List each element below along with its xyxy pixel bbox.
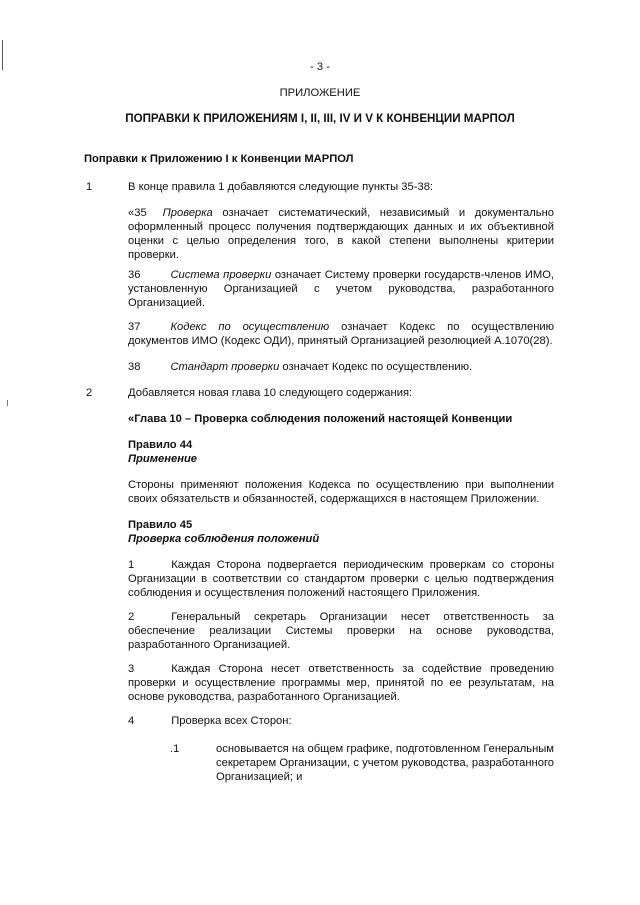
rule-45-label: Правило 45 xyxy=(128,519,193,531)
item-number: 1 xyxy=(86,181,93,193)
definition-text: означает Кодекс по осуществлению. xyxy=(282,361,473,373)
item-text: Добавляется новая глава 10 следующего содержания: xyxy=(128,387,413,399)
para-text: Каждая Сторона подвергается периодическим проверкам со стороны Организации в соответствии со стандартом проверки с целью подтверждения соблюдения и осуществления положений настоящего Приложения. xyxy=(128,559,554,599)
rule-45-para-1 xyxy=(128,558,554,600)
appendix-label: ПРИЛОЖЕНИЕ xyxy=(279,87,361,99)
para-text: Проверка всех Сторон: xyxy=(171,715,292,727)
item-text: В конце правила 1 добавляются следующие пункты 35-38: xyxy=(128,181,434,193)
para-number: 3 xyxy=(128,663,135,675)
definition-35 xyxy=(128,206,554,262)
definition-term: Проверка xyxy=(162,207,213,219)
rule-45-para-4 xyxy=(128,714,554,728)
item-number: 2 xyxy=(86,387,93,399)
definition-38 xyxy=(128,360,554,374)
definition-term: Кодекс по осуществлению xyxy=(170,321,330,333)
definition-prefix: 37 xyxy=(128,321,141,333)
rule-45-para-2 xyxy=(128,610,554,652)
chapter-title: «Глава 10 – Проверка соблюдения положений настоящей Конвенции xyxy=(128,413,513,425)
rule-45-subtitle: Проверка соблюдения положений xyxy=(128,533,320,545)
page-number: - 3 - xyxy=(310,61,330,73)
para-text: Генеральный секретарь Организации несет ответственность за обеспечение реализации Системы проверки на основе руководства, разработанного Организацией. xyxy=(128,611,554,651)
definition-prefix: 38 xyxy=(128,361,141,373)
definition-prefix: «35 xyxy=(128,207,147,219)
definition-36 xyxy=(128,268,554,310)
para-text: Каждая Сторона несет ответственность за содействие проведению проверки и осуществление программы мер, принятой по ее результатам, на основе руководства, разработанного Организацией. xyxy=(128,663,554,703)
subpara-number: .1 xyxy=(170,743,180,755)
definition-37 xyxy=(128,320,554,348)
definition-prefix: 36 xyxy=(128,269,141,281)
definition-text: означает систематический, независимый и документально оформленный процесс получения подтверждающих данных и их объективной оценки с целью определения того, в какой степени выполнены критерии проверки. xyxy=(128,207,555,261)
definition-term: Стандарт проверки xyxy=(170,361,280,373)
definition-text: означает Систему проверки государств-членов ИМО, установленную Организацией с учетом руководства, разработанного Организацией. xyxy=(128,269,555,309)
para-number: 2 xyxy=(128,611,135,623)
document-title: ПОПРАВКИ К ПРИЛОЖЕНИЯМ I, II, III, IV И V К КОНВЕНЦИИ МАРПОЛ xyxy=(125,112,515,125)
para-number: 1 xyxy=(128,559,135,571)
section-heading: Поправки к Приложению I к Конвенции МАРПОЛ xyxy=(84,153,354,165)
rule-44-subtitle: Применение xyxy=(128,453,198,465)
definition-text: означает Кодекс по осуществлению документов ИМО (Кодекс ОДИ), принятый Организацией резолюцией A.1070(28). xyxy=(128,321,555,347)
rule-45-para-3 xyxy=(128,662,554,704)
rule-44-label: Правило 44 xyxy=(128,439,193,451)
scan-edge-dot xyxy=(7,400,8,406)
rule-44-text: Стороны применяют положения Кодекса по осуществлению при выполнении своих обязательств и обязанностей, содержащихся в настоящем Приложении. xyxy=(128,479,554,505)
subpara-text: основывается на общем графике, подготовленном Генеральным секретарем Организации, с учетом руководства, разработанного Организацией; и xyxy=(216,743,554,783)
para-number: 4 xyxy=(128,715,135,727)
definition-term: Система проверки xyxy=(170,269,272,281)
